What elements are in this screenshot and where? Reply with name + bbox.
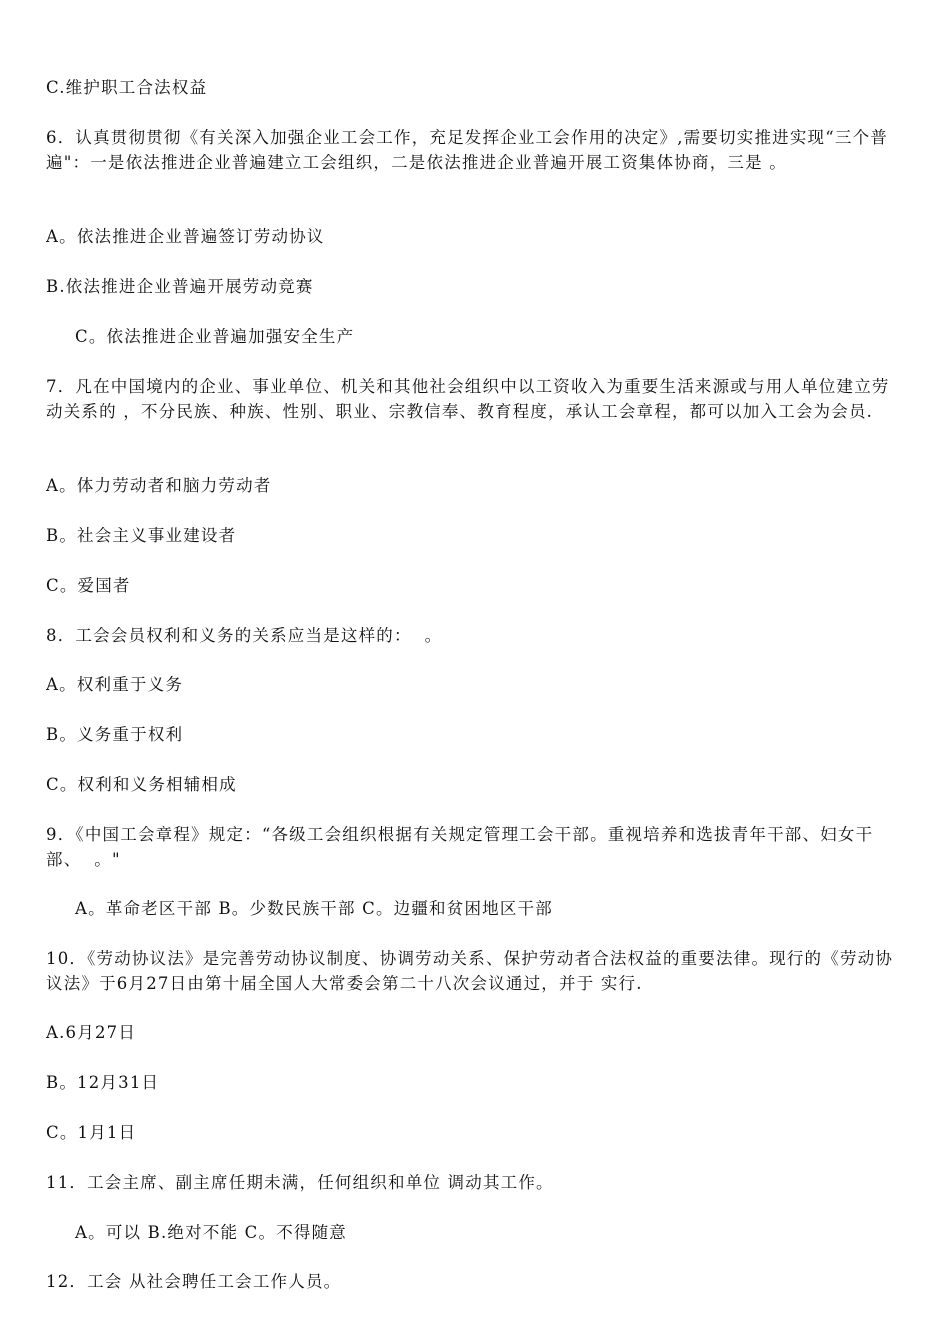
option-5c: C.维护职工合法权益	[46, 78, 208, 97]
option-8a: A。权利重于义务	[46, 675, 184, 694]
option-7a: A。体力劳动者和脑力劳动者	[46, 476, 272, 495]
option-8b: B。义务重于权利	[46, 725, 184, 744]
question-6: 6．认真贯彻贯彻《有关深入加强企业工会工作，充足发挥企业工会作用的决定》,需要切实推进实现“三个普遍"：一是依法推进企业普遍建立工会组织，二是依法推进企业普遍开展工资集体协商，三是 。	[46, 128, 888, 172]
question-9: 9．《中国工会章程》规定：“各级工会组织根据有关规定管理工会干部。重视培养和选拔青年干部、妇女干部、 。"	[46, 825, 874, 869]
options-9: A。革命老区干部 B。少数民族干部 C。边疆和贫困地区干部	[75, 899, 553, 918]
option-6a: A。依法推进企业普遍签订劳动协议	[46, 227, 325, 246]
question-11: 11．工会主席、副主席任期未满，任何组织和单位 调动其工作。	[46, 1173, 554, 1192]
question-8: 8．工会会员权利和义务的关系应当是这样的： 。	[46, 626, 443, 645]
options-11: A。可以 B.绝对不能 C。不得随意	[75, 1223, 348, 1242]
question-7: 7．凡在中国境内的企业、事业单位、机关和其他社会组织中以工资收入为重要生活来源或与用人单位建立劳动关系的 ，不分民族、种族、性别、职业、宗教信奉、教育程度，承认工会章程，都可以加入工会为会员.	[46, 377, 890, 421]
question-12: 12．工会 从社会聘任工会工作人员。	[46, 1272, 342, 1291]
option-10b: B。12月31日	[46, 1073, 160, 1092]
option-7c: C。爱国者	[46, 576, 131, 595]
option-8c: C。权利和义务相辅相成	[46, 775, 237, 794]
question-10: 10．《劳动协议法》是完善劳动协议制度、协调劳动关系、保护劳动者合法权益的重要法律。现行的《劳动协议法》于6月27日由第十届全国人大常委会第二十八次会议通过，并于 实行.	[46, 949, 894, 993]
option-10a: A.6月27日	[46, 1023, 137, 1042]
option-6c: C。依法推进企业普遍加强安全生产	[75, 327, 355, 346]
option-10c: C。1月1日	[46, 1123, 137, 1142]
option-7b: B。社会主义事业建设者	[46, 526, 237, 545]
option-6b: B.依法推进企业普遍开展劳动竞赛	[46, 277, 314, 296]
